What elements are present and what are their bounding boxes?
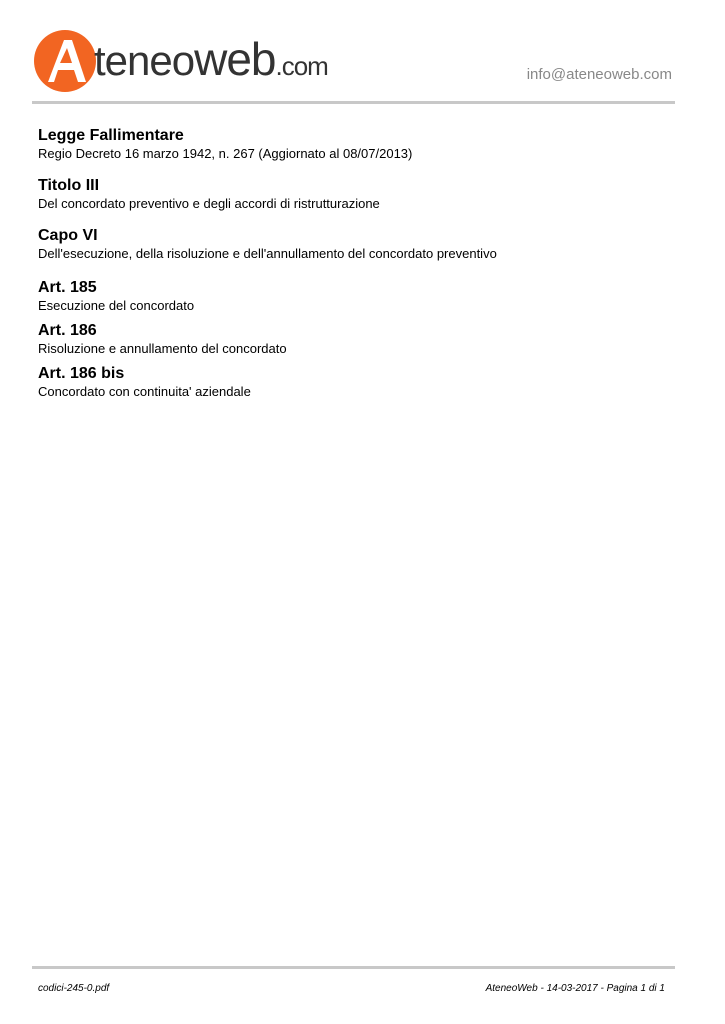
article-subtitle: Concordato con continuita' aziendale [38, 384, 251, 399]
titolo-section [38, 176, 678, 212]
logo-text-web: web [194, 33, 276, 85]
law-section [38, 126, 678, 162]
logo-text-com: .com [275, 51, 328, 81]
law-title: Legge Fallimentare [38, 127, 184, 144]
ateneoweb-logo[interactable] [34, 30, 328, 96]
ateneoweb-logo-icon [34, 30, 96, 92]
logo-text-teneo: teneo [94, 37, 195, 84]
header-divider [32, 101, 675, 104]
document-body [38, 126, 678, 407]
article-title[interactable]: Art. 185 [38, 279, 97, 296]
footer-filename: codici-245-0.pdf [38, 983, 110, 994]
titolo-title: Titolo III [38, 177, 100, 194]
article-item[interactable] [38, 321, 678, 357]
capo-section [38, 226, 678, 262]
capo-subtitle: Dell'esecuzione, della risoluzione e dell'annullamento del concordato preventivo [38, 246, 497, 261]
article-subtitle: Risoluzione e annullamento del concordato [38, 341, 287, 356]
footer-page-info: AteneoWeb - 14-03-2017 - Pagina 1 di 1 [485, 983, 665, 994]
law-subtitle: Regio Decreto 16 marzo 1942, n. 267 (Aggiornato al 08/07/2013) [38, 146, 413, 161]
article-subtitle: Esecuzione del concordato [38, 298, 195, 313]
page-header [0, 0, 725, 110]
titolo-subtitle: Del concordato preventivo e degli accordi di ristrutturazione [38, 196, 380, 211]
article-item[interactable] [38, 278, 678, 314]
article-title[interactable]: Art. 186 bis [38, 365, 125, 382]
contact-email[interactable]: info@ateneoweb.com [526, 66, 672, 83]
article-item[interactable] [38, 364, 678, 400]
logo-wordmark [94, 32, 328, 86]
article-title[interactable]: Art. 186 [38, 322, 97, 339]
footer-divider [32, 966, 675, 969]
capo-title: Capo VI [38, 227, 98, 244]
